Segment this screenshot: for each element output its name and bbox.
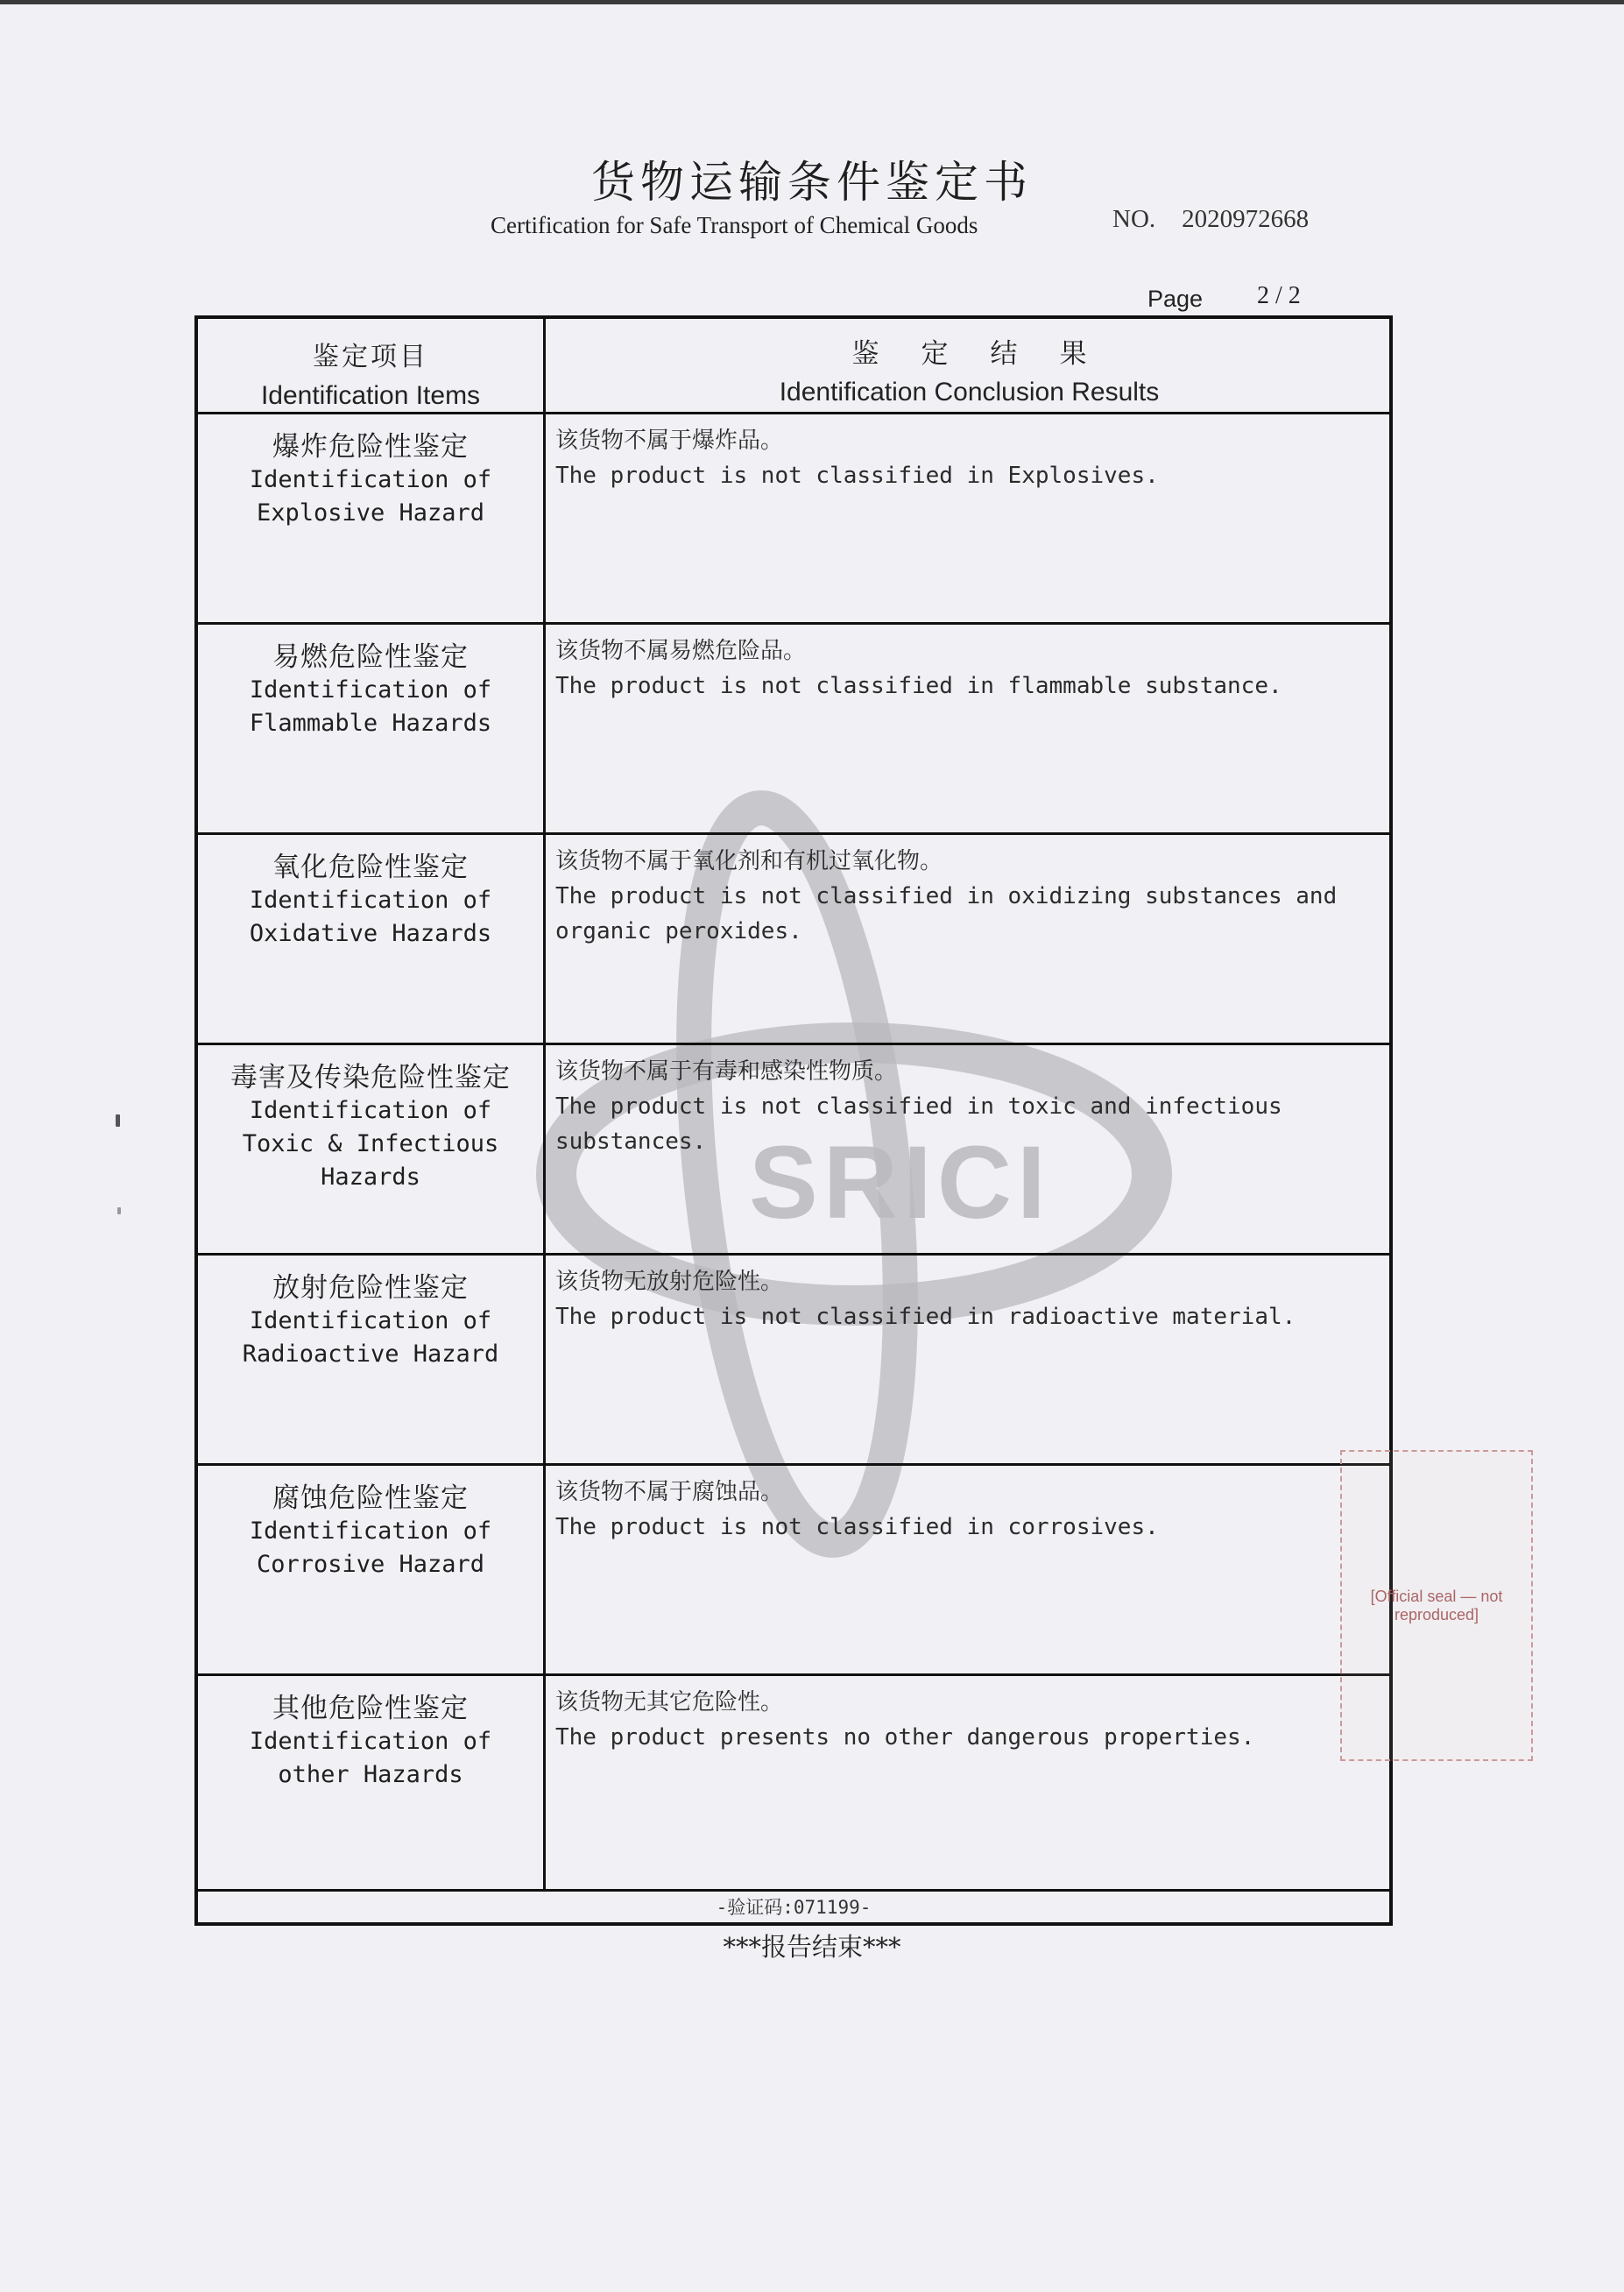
table-row-result [555,1264,1379,1334]
table-row-item [198,1692,543,1792]
result-text-cn: 该货物不属于有毒和感染性物质。 [555,1058,898,1085]
item-name-en-line: Radioactive Hazard [242,1341,499,1368]
item-name-en-line: other Hazards [278,1761,463,1788]
item-name-en-line: Flammable Hazards [249,710,492,737]
header-items-en: Identification Items [260,381,481,410]
certificate-number-label: NO. [1112,205,1156,233]
table-row-item [198,1061,543,1194]
verification-code: -验证码:071199- [716,1897,872,1918]
result-text-en-line: substances. [555,1128,707,1155]
table-row-result [555,1475,1379,1545]
header-items-cn: 鉴定项目 [313,342,428,372]
result-text-cn: 该货物不属于腐蚀品。 [555,1479,784,1505]
table-row-item [198,640,543,740]
result-text-en-line: The product is not classified in radioactive material. [555,1304,1296,1330]
column-divider [543,319,546,1889]
document-title-cn: 货物运输条件鉴定书 [591,157,1033,208]
result-text-cn: 该货物无放射危险性。 [555,1269,784,1295]
table-row-item [198,1482,543,1581]
item-name-cn: 毒害及传染危险性鉴定 [230,1062,511,1093]
item-name-cn: 氧化危险性鉴定 [272,852,469,883]
watermark-text: SRICI [749,1125,1051,1241]
row-divider [198,1043,1389,1045]
header-results-cn: 鉴定结果 [851,338,1129,370]
page-label: Page [1147,286,1204,312]
result-text-en-line: The product is not classified in toxic and infectious [555,1093,1282,1120]
header-items-cell [198,338,543,415]
table-row-item [198,430,543,530]
item-name-en-line: Hazards [321,1164,420,1191]
table-row-result [555,423,1379,493]
table-row-result [555,633,1379,704]
row-divider [198,1253,1389,1256]
table-row-item [198,851,543,951]
table-row-result [555,1054,1379,1159]
header-results-cell [546,335,1393,412]
item-name-cn: 爆炸危险性鉴定 [272,431,469,463]
row-divider [198,622,1389,625]
row-divider [198,412,1389,414]
result-text-en-line: The product is not classified in corrosives. [555,1514,1159,1540]
identification-table [194,315,1393,1926]
item-name-en-line: Oxidative Hazards [249,920,492,947]
certificate-number [1112,205,1309,234]
item-name-cn: 腐蚀危险性鉴定 [272,1482,469,1514]
result-text-cn: 该货物不属于氧化剂和有机过氧化物。 [555,848,943,874]
page-number: 2 / 2 [1257,282,1301,309]
result-text-en-line: The product is not classified in Explosives. [555,463,1159,489]
header-results-en: Identification Conclusion Results [779,378,1160,407]
scan-top-edge [0,0,1624,4]
item-name-en-line: Identification of [249,466,492,493]
table-row-result [555,844,1379,949]
item-name-en-line: Toxic & Infectious [242,1130,499,1157]
item-name-en-line: Explosive Hazard [256,499,485,527]
item-name-en-line: Identification of [249,1728,492,1755]
item-name-en-line: Identification of [249,1517,492,1545]
document-title-en: Certification for Safe Transport of Chemical Goods [491,212,978,238]
item-name-cn: 放射危险性鉴定 [272,1272,469,1304]
result-text-en-line: The product is not classified in oxidizing substances and [555,883,1338,909]
result-text-cn: 该货物不属易燃危险品。 [555,638,807,664]
result-text-en-line: The product presents no other dangerous properties. [555,1724,1255,1751]
item-name-en-line: Identification of [249,887,492,914]
row-divider [198,832,1389,835]
result-text-cn: 该货物无其它危险性。 [555,1689,784,1715]
result-text-cn: 该货物不属于爆炸品。 [555,428,784,454]
item-name-en-line: Identification of [249,1097,492,1124]
row-divider [198,1673,1389,1676]
certificate-number-value: 2020972668 [1182,205,1310,233]
item-name-en-line: Identification of [249,1307,492,1334]
table-row-result [555,1685,1379,1755]
item-name-en-line: Identification of [249,676,492,704]
item-name-cn: 其他危险性鉴定 [272,1693,469,1724]
report-end-mark: ***报告结束*** [723,1932,901,1962]
row-divider [198,1889,1389,1892]
item-name-en-line: Corrosive Hazard [256,1551,485,1578]
row-divider [198,1463,1389,1466]
result-text-en-line: organic peroxides. [555,918,802,944]
item-name-cn: 易燃危险性鉴定 [272,641,469,673]
result-text-en-line: The product is not classified in flammable substance. [555,673,1282,699]
seal-placeholder: [Official seal — not reproduced] [1340,1450,1533,1761]
table-row-item [198,1271,543,1371]
